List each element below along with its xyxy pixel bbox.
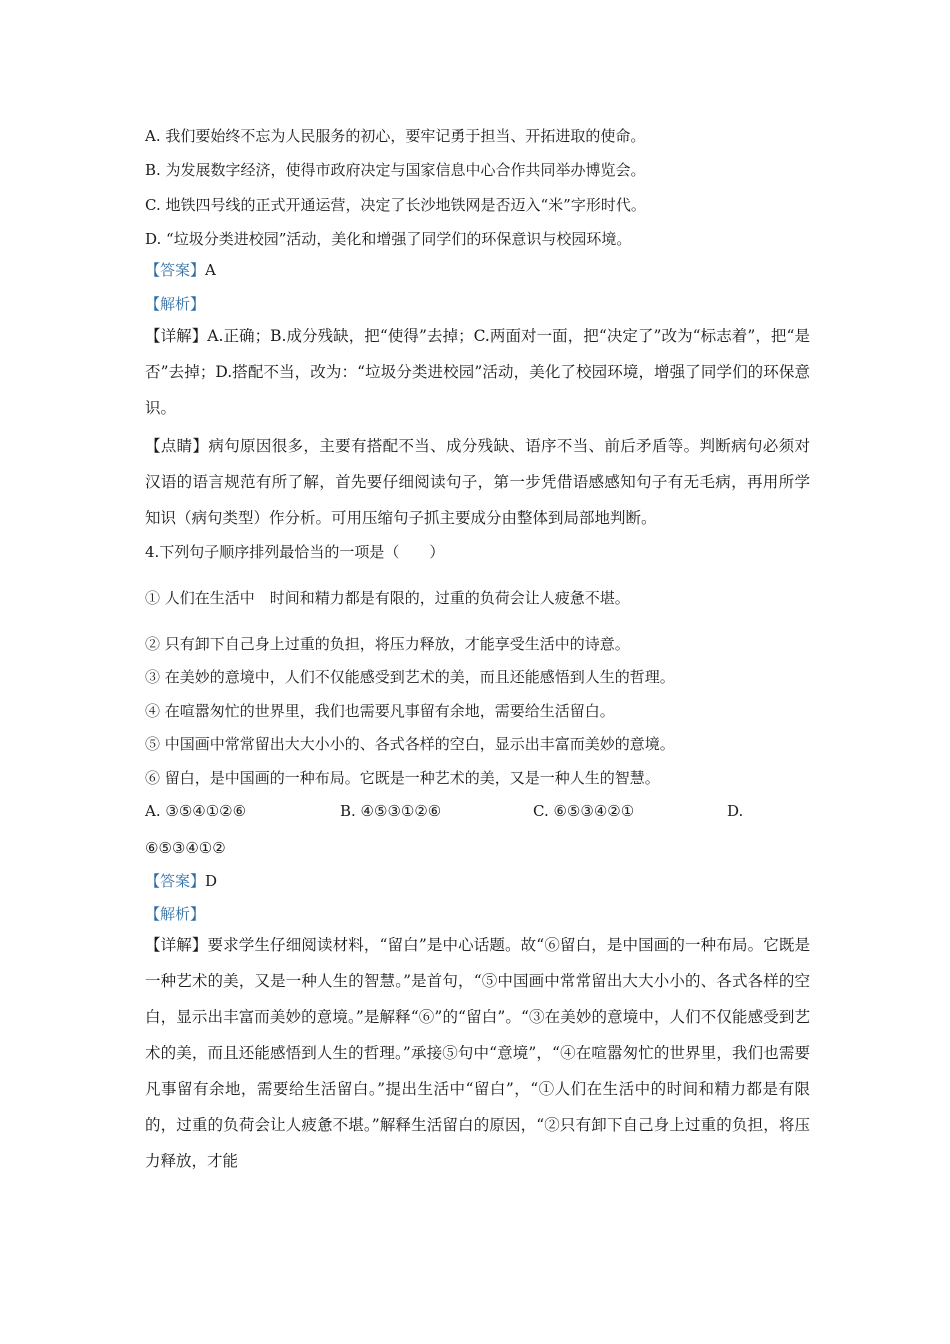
detail-text: A.正确；B.成分残缺，把“使得”去掉；C.两面对一面，把“决定了”改为“标志着”，把“是否”去掉；D.搭配不当，改为：“垃圾分类进校园”活动，美化了校园环境，增强了同学们的环保意识。 — [145, 327, 810, 417]
q4-sentence-2: ② 只有卸下自己身上过重的负担，将压力释放，才能享受生活中的诗意。 — [145, 635, 630, 653]
tip-text: 病句原因很多，主要有搭配不当、成分残缺、语序不当、前后矛盾等。判断病句必须对汉语的语言规范有所了解，首先要仔细阅读句子，第一步凭借语感感知句子有无毛病，再用所学知识（病句类型）作分析。可用压缩句子抓主要成分由整体到局部地判断。 — [145, 437, 810, 527]
answer-tag: 【答案】 — [145, 261, 206, 279]
q3-detail — [145, 318, 810, 426]
q3-option-b: B. 为发展数字经济，使得市政府决定与国家信息中心合作共同举办博览会。 — [145, 161, 646, 179]
q4-detail — [145, 927, 810, 1179]
q4-sentence-6: ⑥ 留白，是中国画的一种布局。它既是一种艺术的美，又是一种人生的智慧。 — [145, 769, 660, 787]
q4-answer — [145, 870, 217, 892]
q4-sentence-4: ④ 在喧嚣匆忙的世界里，我们也需要凡事留有余地，需要给生活留白。 — [145, 702, 615, 720]
q3-option-c: C. 地铁四号线的正式开通运营，决定了长沙地铁网是否迈入“米”字形时代。 — [145, 196, 646, 214]
q4-option-d: D. — [727, 802, 744, 820]
q3-option-d: D. “垃圾分类进校园”活动，美化和增强了同学们的环保意识与校园环境。 — [145, 230, 632, 248]
analysis-tag: 【解析】 — [145, 295, 206, 313]
q4-sentence-3: ③ 在美妙的意境中，人们不仅能感受到艺术的美，而且还能感悟到人生的哲理。 — [145, 668, 675, 686]
q4-sentence-1: ① 人们在生活中 时间和精力都是有限的，过重的负荷会让人疲惫不堪。 — [145, 589, 630, 607]
tip-tag: 【点睛】 — [145, 437, 209, 455]
detail-text: 要求学生仔细阅读材料，“留白”是中心话题。故“⑥留白，是中国画的一种布局。它既是一种艺术的美，又是一种人生的智慧。”是首句，“⑤中国画中常常留出大大小小的、各式各样的空白，显示出丰富而美妙的意境。”是解释“⑥”的“留白”。“③在美妙的意境中，人们不仅能感受到艺术的美，而且还能感悟到人生的哲理。”承接⑤句中“意境”，“④在喧嚣匆忙的世界里，我们也需要凡事留有余地，需要给生活留白。”提出生活中“留白”，“①人们在生活中的时间和精力都是有限的，过重的负荷会让人疲惫不堪。”解释生活留白的原因，“②只有卸下自己身上过重的负担，将压力释放，才能 — [145, 936, 810, 1170]
q4-option-b: B. ④⑤③①②⑥ — [340, 802, 442, 820]
answer-value: A — [205, 261, 216, 279]
q4-option-a: A. ③⑤④①②⑥ — [145, 802, 247, 820]
q3-tip — [145, 428, 810, 536]
detail-tag: 【详解】 — [145, 936, 208, 954]
q4-analysis-heading — [145, 903, 205, 925]
q3-answer — [145, 259, 216, 281]
analysis-tag: 【解析】 — [145, 905, 206, 923]
q3-option-a: A. 我们要始终不忘为人民服务的初心，要牢记勇于担当、开拓进取的使命。 — [145, 127, 646, 145]
q4-sentence-5: ⑤ 中国画中常常留出大大小小的、各式各样的空白，显示出丰富而美妙的意境。 — [145, 735, 675, 753]
answer-tag: 【答案】 — [145, 872, 206, 890]
answer-value: D — [205, 872, 218, 890]
q4-option-c: C. ⑥⑤③④②① — [533, 802, 635, 820]
q4-option-d-continued: ⑥⑤③④①② — [145, 839, 226, 857]
q3-analysis-heading — [145, 293, 205, 315]
detail-tag: 【详解】 — [145, 327, 208, 345]
q4-stem: 4.下列句子顺序排列最恰当的一项是（ ） — [145, 543, 445, 561]
